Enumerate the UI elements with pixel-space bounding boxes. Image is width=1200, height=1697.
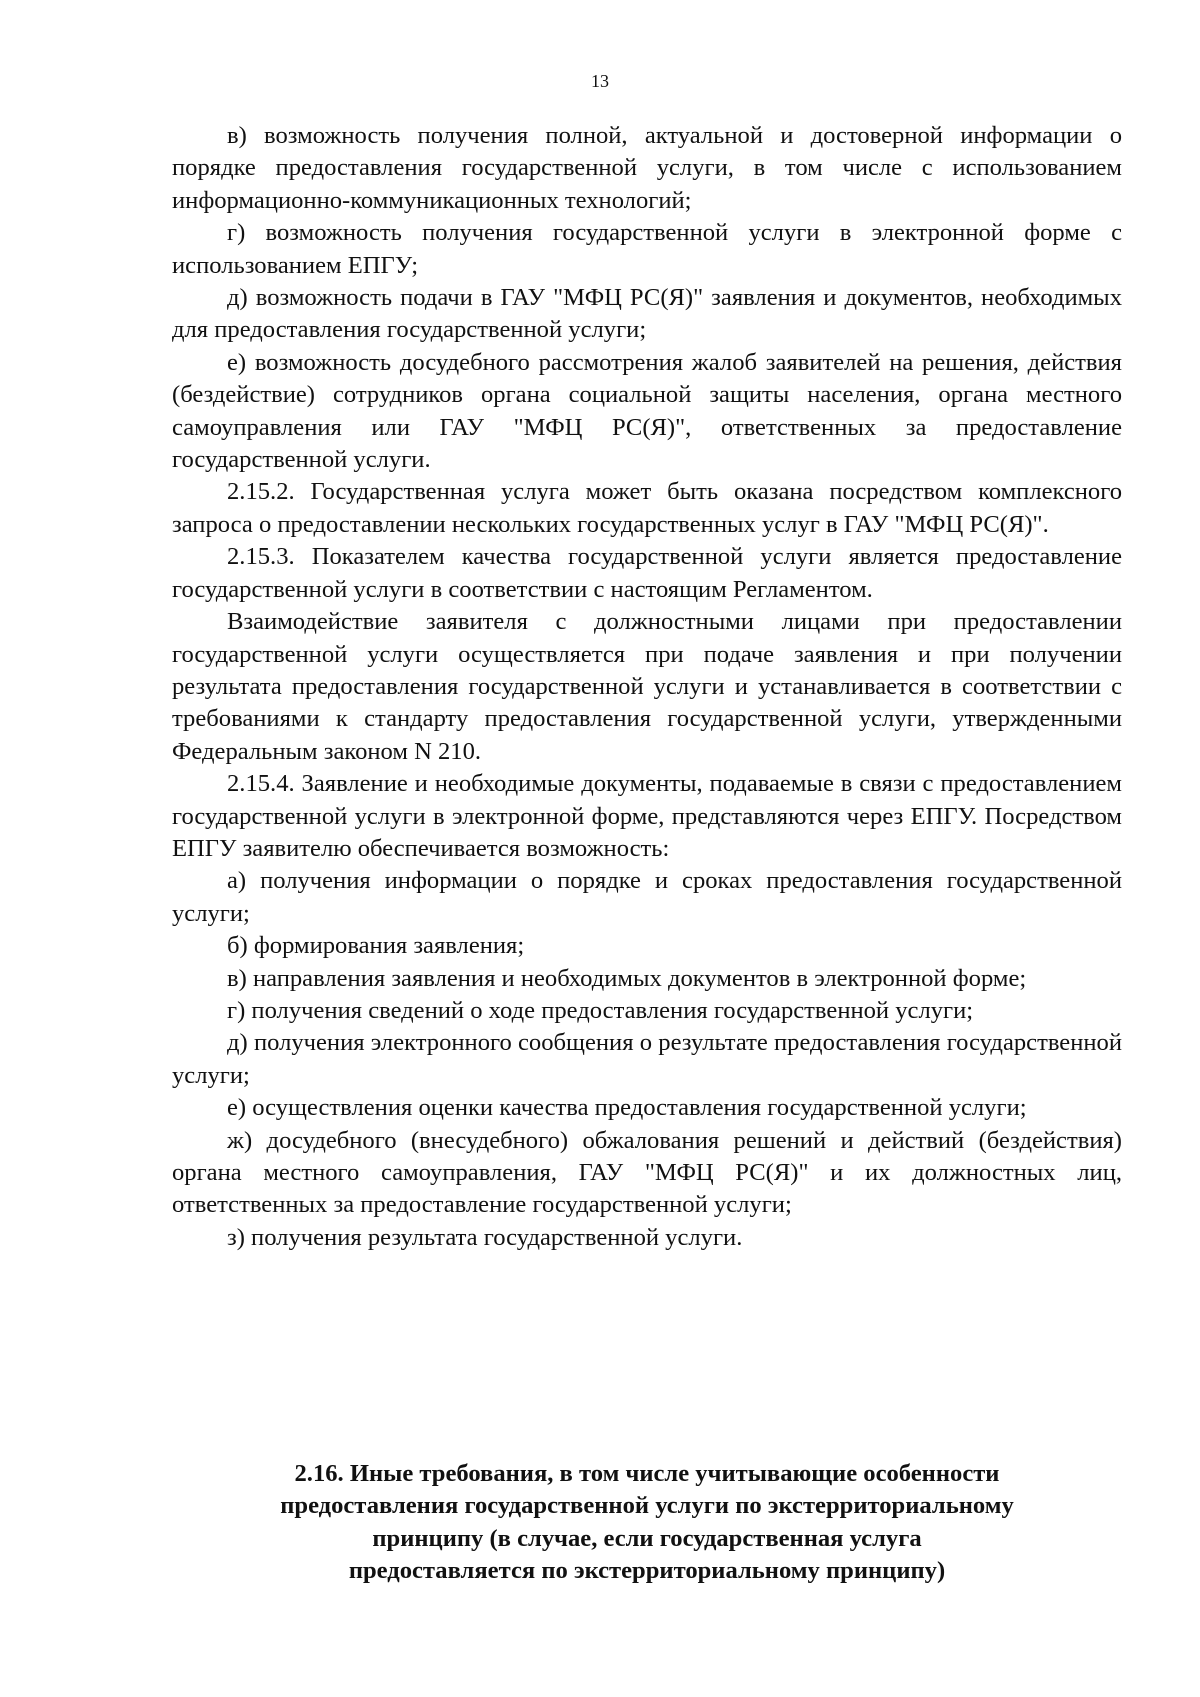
document-body	[172, 120, 1122, 1254]
list-item-zh: ж) досудебного (внесудебного) обжалования решений и действий (бездействия) органа местного самоуправления, ГАУ "МФЦ РС(Я)" и их должностных лиц, ответственных за предоставление государственной услуги;	[172, 1126, 1122, 1219]
paragraph-item-e: е) возможность досудебного рассмотрения жалоб заявителей на решения, действия (бездействие) сотрудников органа социальной защиты населения, органа местного самоуправления или ГАУ "МФЦ РС(Я)", ответственных за предоставление государственной услуги.	[172, 348, 1122, 474]
paragraph-item-g: г) возможность получения государственной услуги в электронной форме с использованием ЕПГУ;	[172, 219, 1122, 279]
heading-line: принципу (в случае, если государственная услуга	[372, 1524, 922, 1552]
list-item-d: д) получения электронного сообщения о результате предоставления государственной услуги;	[172, 1029, 1122, 1089]
list-item-a: а) получения информации о порядке и сроках предоставления государственной услуги;	[172, 867, 1122, 927]
paragraph-interaction: Взаимодействие заявителя с должностными лицами при предоставлении государственной услуги осуществляется при подаче заявления и при получении результата предоставления государственной услуги и устанавливается в соответствии с требованиями к стандарту предоставления государственной услуги, утвержденными Федеральным законом N 210.	[172, 608, 1122, 765]
heading-line: предоставляется по экстерриториальному принципу)	[348, 1557, 946, 1585]
paragraph-2-15-3: 2.15.3. Показателем качества государственной услуги является предоставление государственной услуги в соответствии с настоящим Регламентом.	[172, 543, 1122, 603]
paragraph-item-d: д) возможность подачи в ГАУ "МФЦ РС(Я)" заявления и документов, необходимых для предоставления государственной услуги;	[172, 284, 1122, 344]
list-item-g: г) получения сведений о ходе предоставления государственной услуги;	[227, 996, 974, 1024]
list-item-v: в) направления заявления и необходимых документов в электронной форме;	[227, 964, 1027, 992]
paragraph-2-15-4: 2.15.4. Заявление и необходимые документы, подаваемые в связи с предоставлением государственной услуги в электронной форме, представляются через ЕПГУ. Посредством ЕПГУ заявителю обеспечивается возможность:	[172, 770, 1122, 862]
list-item-b: б) формирования заявления;	[227, 932, 525, 960]
paragraph-item-v: в) возможность получения полной, актуальной и достоверной информации о порядке предоставления государственной услуги, в том числе с использованием информационно-коммуникационных технологий;	[172, 122, 1122, 214]
page-number: 13	[591, 71, 609, 91]
paragraph-2-15-2: 2.15.2. Государственная услуга может быть оказана посредством комплексного запроса о предоставлении нескольких государственных услуг в ГАУ "МФЦ РС(Я)".	[172, 478, 1122, 538]
list-item-z: з) получения результата государственной услуги.	[227, 1223, 743, 1251]
heading-line: предоставления государственной услуги по экстерриториальному	[280, 1492, 1014, 1520]
section-heading-2-16	[172, 1458, 1122, 1588]
heading-line: 2.16. Иные требования, в том числе учитывающие особенности	[294, 1460, 1000, 1487]
list-item-e: е) осуществления оценки качества предоставления государственной услуги;	[227, 1094, 1027, 1122]
